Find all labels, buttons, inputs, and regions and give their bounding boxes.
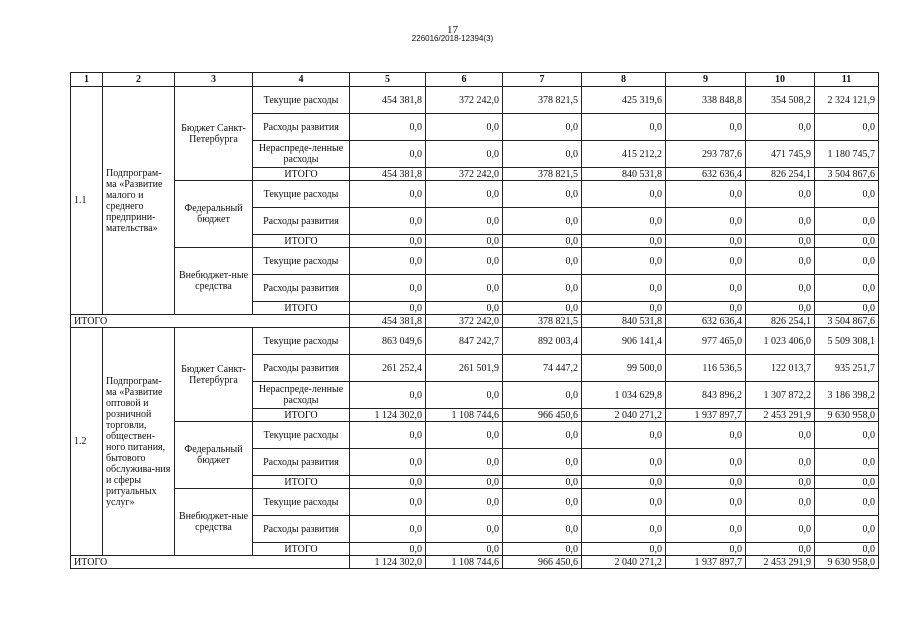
- total-value: 840 531,8: [582, 315, 666, 328]
- expense-type: Текущие расходы: [253, 248, 350, 275]
- value-cell: 0,0: [746, 275, 815, 302]
- total-value: 454 381,8: [350, 315, 426, 328]
- value-cell: 906 141,4: [582, 328, 666, 355]
- expense-type: Расходы развития: [253, 208, 350, 235]
- funding-source: Внебюджет-ные средства: [175, 248, 253, 315]
- value-cell: 0,0: [815, 543, 879, 556]
- value-cell: 0,0: [815, 516, 879, 543]
- value-cell: 0,0: [582, 476, 666, 489]
- value-cell: 0,0: [350, 489, 426, 516]
- value-cell: 0,0: [815, 275, 879, 302]
- total-value: 1 108 744,6: [426, 556, 503, 569]
- expense-type: Расходы развития: [253, 516, 350, 543]
- value-cell: 0,0: [503, 422, 582, 449]
- value-cell: 3 186 398,2: [815, 382, 879, 409]
- value-cell: 0,0: [503, 382, 582, 409]
- value-cell: 1 937 897,7: [666, 409, 746, 422]
- value-cell: 0,0: [746, 208, 815, 235]
- value-cell: 0,0: [350, 422, 426, 449]
- value-cell: 0,0: [426, 235, 503, 248]
- value-cell: 0,0: [815, 449, 879, 476]
- expense-type: Текущие расходы: [253, 489, 350, 516]
- value-cell: 0,0: [426, 543, 503, 556]
- value-cell: 0,0: [426, 114, 503, 141]
- expense-type: ИТОГО: [253, 409, 350, 422]
- value-cell: 0,0: [350, 181, 426, 208]
- value-cell: 0,0: [746, 516, 815, 543]
- value-cell: 0,0: [350, 516, 426, 543]
- value-cell: 0,0: [582, 422, 666, 449]
- total-label: ИТОГО: [71, 556, 350, 569]
- value-cell: 0,0: [426, 489, 503, 516]
- expense-type: ИТОГО: [253, 235, 350, 248]
- total-value: 966 450,6: [503, 556, 582, 569]
- value-cell: 454 381,8: [350, 168, 426, 181]
- column-header: 11: [815, 73, 879, 87]
- table-row: [71, 181, 879, 208]
- value-cell: 0,0: [426, 516, 503, 543]
- table-row: [71, 248, 879, 275]
- value-cell: 892 003,4: [503, 328, 582, 355]
- expense-type: Текущие расходы: [253, 422, 350, 449]
- expense-type: ИТОГО: [253, 543, 350, 556]
- value-cell: 0,0: [815, 114, 879, 141]
- value-cell: 261 501,9: [426, 355, 503, 382]
- value-cell: 122 013,7: [746, 355, 815, 382]
- page-number: 17: [447, 24, 458, 36]
- expense-type: Текущие расходы: [253, 181, 350, 208]
- value-cell: 0,0: [426, 422, 503, 449]
- document-code: 226016/2018-12394(3): [411, 34, 494, 43]
- expense-type: Расходы развития: [253, 275, 350, 302]
- total-value: 1 124 302,0: [350, 556, 426, 569]
- value-cell: 0,0: [503, 476, 582, 489]
- value-cell: 1 124 302,0: [350, 409, 426, 422]
- value-cell: 2 324 121,9: [815, 87, 879, 114]
- value-cell: 0,0: [582, 275, 666, 302]
- table-row: [71, 422, 879, 449]
- expense-type: Расходы развития: [253, 355, 350, 382]
- value-cell: 0,0: [503, 449, 582, 476]
- value-cell: 0,0: [815, 248, 879, 275]
- value-cell: 0,0: [666, 302, 746, 315]
- value-cell: 0,0: [503, 275, 582, 302]
- value-cell: 0,0: [582, 449, 666, 476]
- total-row: [71, 556, 879, 569]
- value-cell: 0,0: [746, 476, 815, 489]
- value-cell: 0,0: [350, 275, 426, 302]
- total-value: 632 636,4: [666, 315, 746, 328]
- value-cell: 0,0: [503, 235, 582, 248]
- value-cell: 5 509 308,1: [815, 328, 879, 355]
- column-header: 6: [426, 73, 503, 87]
- section-number: 1.2: [71, 328, 103, 556]
- value-cell: 338 848,8: [666, 87, 746, 114]
- column-header: 4: [253, 73, 350, 87]
- column-header: 1: [71, 73, 103, 87]
- value-cell: 0,0: [746, 543, 815, 556]
- value-cell: 0,0: [582, 181, 666, 208]
- value-cell: 0,0: [582, 302, 666, 315]
- value-cell: 0,0: [350, 302, 426, 315]
- value-cell: 9 630 958,0: [815, 409, 879, 422]
- value-cell: 1 023 406,0: [746, 328, 815, 355]
- table-row: [71, 328, 879, 355]
- expense-type: ИТОГО: [253, 476, 350, 489]
- value-cell: 0,0: [503, 516, 582, 543]
- value-cell: 0,0: [503, 181, 582, 208]
- value-cell: 0,0: [350, 235, 426, 248]
- value-cell: 0,0: [350, 141, 426, 168]
- value-cell: 0,0: [350, 248, 426, 275]
- column-header: 9: [666, 73, 746, 87]
- value-cell: 0,0: [666, 208, 746, 235]
- value-cell: 0,0: [582, 114, 666, 141]
- value-cell: 0,0: [426, 302, 503, 315]
- value-cell: 0,0: [815, 235, 879, 248]
- expense-type: Расходы развития: [253, 114, 350, 141]
- table-row: [71, 489, 879, 516]
- value-cell: 840 531,8: [582, 168, 666, 181]
- value-cell: 415 212,2: [582, 141, 666, 168]
- column-header: 5: [350, 73, 426, 87]
- value-cell: 843 896,2: [666, 382, 746, 409]
- value-cell: 0,0: [426, 476, 503, 489]
- value-cell: 632 636,4: [666, 168, 746, 181]
- column-header: 3: [175, 73, 253, 87]
- value-cell: 0,0: [815, 422, 879, 449]
- value-cell: 261 252,4: [350, 355, 426, 382]
- expense-type: Нераспреде-ленные расходы: [253, 141, 350, 168]
- value-cell: 863 049,6: [350, 328, 426, 355]
- value-cell: 0,0: [815, 489, 879, 516]
- expense-type: Нераспреде-ленные расходы: [253, 382, 350, 409]
- value-cell: 0,0: [426, 449, 503, 476]
- column-header: 10: [746, 73, 815, 87]
- value-cell: 3 504 867,6: [815, 168, 879, 181]
- value-cell: 0,0: [350, 114, 426, 141]
- total-value: 2 453 291,9: [746, 556, 815, 569]
- funding-source: Федеральный бюджет: [175, 181, 253, 248]
- value-cell: 1 108 744,6: [426, 409, 503, 422]
- expense-type: Расходы развития: [253, 449, 350, 476]
- table-body: [71, 87, 879, 569]
- value-cell: 0,0: [582, 208, 666, 235]
- value-cell: 354 508,2: [746, 87, 815, 114]
- total-value: 1 937 897,7: [666, 556, 746, 569]
- value-cell: 0,0: [350, 476, 426, 489]
- value-cell: 1 307 872,2: [746, 382, 815, 409]
- value-cell: 0,0: [503, 302, 582, 315]
- value-cell: 0,0: [666, 248, 746, 275]
- value-cell: 2 040 271,2: [582, 409, 666, 422]
- value-cell: 0,0: [815, 476, 879, 489]
- value-cell: 0,0: [746, 302, 815, 315]
- budget-table: [70, 72, 879, 569]
- value-cell: 0,0: [350, 382, 426, 409]
- value-cell: 0,0: [815, 208, 879, 235]
- value-cell: 935 251,7: [815, 355, 879, 382]
- value-cell: 1 180 745,7: [815, 141, 879, 168]
- value-cell: 0,0: [582, 543, 666, 556]
- expense-type: Текущие расходы: [253, 87, 350, 114]
- total-value: 826 254,1: [746, 315, 815, 328]
- value-cell: 0,0: [666, 275, 746, 302]
- value-cell: 0,0: [582, 516, 666, 543]
- value-cell: 0,0: [746, 422, 815, 449]
- value-cell: 0,0: [666, 114, 746, 141]
- value-cell: 0,0: [746, 248, 815, 275]
- expense-type: ИТОГО: [253, 168, 350, 181]
- value-cell: 0,0: [426, 141, 503, 168]
- total-value: 2 040 271,2: [582, 556, 666, 569]
- value-cell: 847 242,7: [426, 328, 503, 355]
- expense-type: Текущие расходы: [253, 328, 350, 355]
- value-cell: 378 821,5: [503, 87, 582, 114]
- subprogram-name: Подпрограм-ма «Развитие оптовой и розничной торговли, обществен-ного питания, бытового обслужива-ния и сферы ритуальных услуг»: [103, 328, 175, 556]
- value-cell: 293 787,6: [666, 141, 746, 168]
- value-cell: 0,0: [666, 543, 746, 556]
- value-cell: 0,0: [666, 476, 746, 489]
- value-cell: 966 450,6: [503, 409, 582, 422]
- header-row: [71, 73, 879, 87]
- value-cell: 454 381,8: [350, 87, 426, 114]
- value-cell: 0,0: [666, 422, 746, 449]
- value-cell: 0,0: [426, 181, 503, 208]
- value-cell: 0,0: [582, 235, 666, 248]
- column-header: 2: [103, 73, 175, 87]
- value-cell: 0,0: [746, 114, 815, 141]
- value-cell: 0,0: [350, 208, 426, 235]
- section-number: 1.1: [71, 87, 103, 315]
- value-cell: 0,0: [503, 208, 582, 235]
- value-cell: 0,0: [503, 543, 582, 556]
- value-cell: 378 821,5: [503, 168, 582, 181]
- value-cell: 0,0: [426, 382, 503, 409]
- column-header: 7: [503, 73, 582, 87]
- total-value: 9 630 958,0: [815, 556, 879, 569]
- value-cell: 0,0: [746, 235, 815, 248]
- total-value: 3 504 867,6: [815, 315, 879, 328]
- value-cell: 99 500,0: [582, 355, 666, 382]
- total-value: 378 821,5: [503, 315, 582, 328]
- value-cell: 0,0: [350, 449, 426, 476]
- value-cell: 1 034 629,8: [582, 382, 666, 409]
- value-cell: 0,0: [426, 208, 503, 235]
- value-cell: 0,0: [503, 248, 582, 275]
- value-cell: 425 319,6: [582, 87, 666, 114]
- value-cell: 0,0: [666, 449, 746, 476]
- value-cell: 0,0: [746, 489, 815, 516]
- value-cell: 2 453 291,9: [746, 409, 815, 422]
- value-cell: 0,0: [746, 181, 815, 208]
- value-cell: 0,0: [815, 302, 879, 315]
- funding-source: Бюджет Санкт-Петербурга: [175, 328, 253, 422]
- value-cell: 0,0: [503, 114, 582, 141]
- funding-source: Бюджет Санкт-Петербурга: [175, 87, 253, 181]
- value-cell: 0,0: [666, 235, 746, 248]
- value-cell: 0,0: [582, 248, 666, 275]
- value-cell: 0,0: [503, 141, 582, 168]
- funding-source: Внебюджет-ные средства: [175, 489, 253, 556]
- value-cell: 0,0: [350, 543, 426, 556]
- value-cell: 372 242,0: [426, 168, 503, 181]
- value-cell: 0,0: [426, 248, 503, 275]
- table-row: [71, 87, 879, 114]
- subprogram-name: Подпрограм-ма «Развитие малого и среднего предприни-мательства»: [103, 87, 175, 315]
- total-label: ИТОГО: [71, 315, 350, 328]
- value-cell: 0,0: [426, 275, 503, 302]
- value-cell: 0,0: [666, 489, 746, 516]
- value-cell: 0,0: [746, 449, 815, 476]
- value-cell: 0,0: [582, 489, 666, 516]
- value-cell: 372 242,0: [426, 87, 503, 114]
- funding-source: Федеральный бюджет: [175, 422, 253, 489]
- value-cell: 471 745,9: [746, 141, 815, 168]
- value-cell: 977 465,0: [666, 328, 746, 355]
- value-cell: 116 536,5: [666, 355, 746, 382]
- column-header: 8: [582, 73, 666, 87]
- value-cell: 0,0: [666, 181, 746, 208]
- value-cell: 0,0: [815, 181, 879, 208]
- value-cell: 826 254,1: [746, 168, 815, 181]
- value-cell: 74 447,2: [503, 355, 582, 382]
- value-cell: 0,0: [666, 516, 746, 543]
- value-cell: 0,0: [503, 489, 582, 516]
- expense-type: ИТОГО: [253, 302, 350, 315]
- total-row: [71, 315, 879, 328]
- total-value: 372 242,0: [426, 315, 503, 328]
